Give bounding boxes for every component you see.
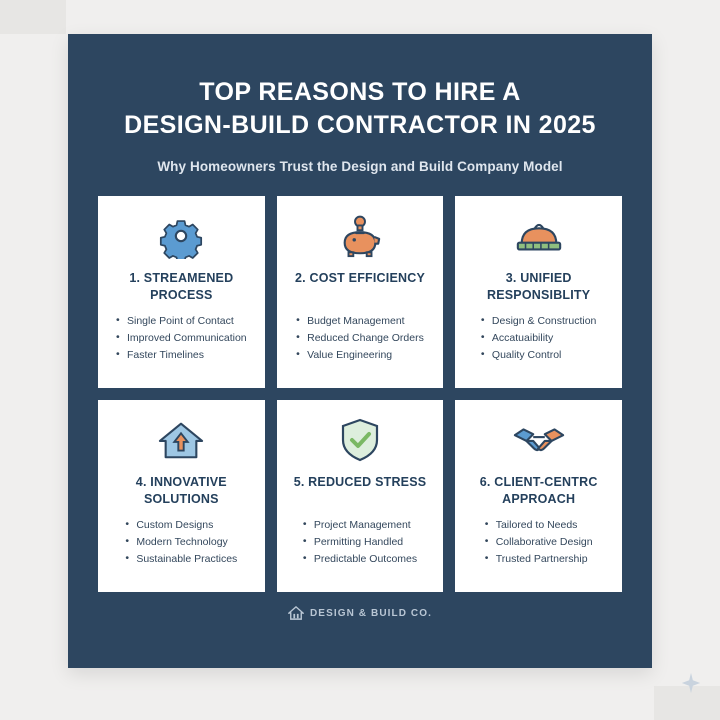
- list-item: • Predictable Outcomes: [303, 551, 417, 568]
- reason-card-4[interactable]: [98, 400, 265, 592]
- list-item: • Value Engineering: [296, 347, 424, 364]
- house-arrow-icon: [156, 414, 206, 466]
- hard-hat-icon: [514, 210, 564, 262]
- list-item: • Permitting Handled: [303, 534, 417, 551]
- reason-card-bullets: [485, 517, 593, 568]
- reason-card-bullets: [296, 313, 424, 364]
- piggy-bank-icon: [335, 210, 385, 262]
- reason-card-title: 6. CLIENT-CENTRC APPROACH: [479, 475, 598, 506]
- reason-card-5[interactable]: [277, 400, 444, 592]
- list-item: • Reduced Change Orders: [296, 330, 424, 347]
- reason-card-title: 2. COST EFFICIENCY: [294, 271, 425, 285]
- title-line-1: TOP REASONS TO HIRE A: [199, 78, 521, 106]
- list-item: • Faster Timelines: [116, 347, 247, 364]
- list-item: • Improved Communication: [116, 330, 247, 347]
- reason-card-title: 1. STREAMENED PROCESS: [129, 271, 234, 302]
- list-item: • Single Point of Contact: [116, 313, 247, 330]
- list-item: • Trusted Partnership: [485, 551, 593, 568]
- list-item: • Accatuaibility: [481, 330, 596, 347]
- handshake-icon: [512, 414, 566, 466]
- reason-card-bullets: [125, 517, 237, 568]
- reason-card-bullets: [303, 517, 417, 568]
- list-item: • Project Management: [303, 517, 417, 534]
- reasons-grid: [98, 196, 622, 592]
- reason-card-3[interactable]: [455, 196, 622, 388]
- sparkle-icon: [680, 672, 702, 694]
- list-item: • Custom Designs: [125, 517, 237, 534]
- reason-card-2[interactable]: [277, 196, 444, 388]
- title-line-2: DESIGN-BUILD CONTRACTOR IN 2025: [124, 111, 596, 139]
- decorative-corner-top-left: [0, 0, 66, 34]
- gear-icon: [158, 210, 204, 262]
- shield-check-icon: [338, 414, 382, 466]
- list-item: • Design & Construction: [481, 313, 596, 330]
- page-title: [98, 76, 622, 142]
- list-item: • Tailored to Needs: [485, 517, 593, 534]
- house-logo-icon: [288, 606, 304, 620]
- reason-card-bullets: [481, 313, 596, 364]
- list-item: • Modern Technology: [125, 534, 237, 551]
- list-item: • Budget Management: [296, 313, 424, 330]
- reason-card-1[interactable]: [98, 196, 265, 388]
- reason-card-bullets: [116, 313, 247, 364]
- page-subtitle: Why Homeowners Trust the Design and Build Company Model: [157, 159, 563, 174]
- list-item: • Quality Control: [481, 347, 596, 364]
- poster-panel: [68, 34, 652, 668]
- reason-card-6[interactable]: [455, 400, 622, 592]
- reason-card-title: 5. REDUCED STRESS: [293, 475, 427, 489]
- list-item: • Collaborative Design: [485, 534, 593, 551]
- reason-card-title: 4. INNOVATIVE SOLUTIONS: [135, 475, 227, 506]
- brand-name: DESIGN & BUILD CO.: [309, 607, 433, 619]
- footer-branding: [98, 606, 622, 620]
- list-item: • Sustainable Practices: [125, 551, 237, 568]
- reason-card-title: 3. UNIFIED RESPONSIBLITY: [487, 271, 591, 302]
